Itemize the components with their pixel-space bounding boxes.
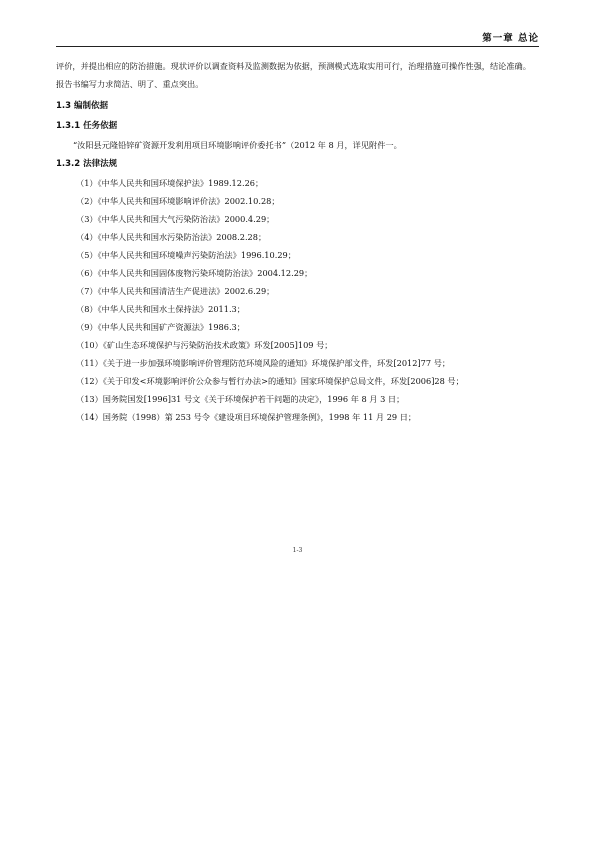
- law-item: （2）《中华人民共和国环境影响评价法》2002.10.28；: [76, 196, 280, 206]
- page-number: 1-3: [292, 547, 303, 554]
- law-item: （12）《关于印发<环境影响评价公众参与暂行办法>的通知》国家环境保护总局文件，环发[2006]28 号；: [76, 376, 464, 386]
- section-heading-1-3: 1.3 编制依据: [56, 101, 109, 111]
- intro-paragraph: 评价，并提出相应的防治措施。现状评价以调查资料及监测数据为依据，预测模式选取实用可行，治理措施可操作性强，结论准确。报告书编写力求简洁、明了、重点突出。: [56, 61, 531, 89]
- law-item: （4）《中华人民共和国水污染防治法》2008.2.28；: [76, 232, 267, 242]
- law-item: （7）《中华人民共和国清洁生产促进法》2002.6.29；: [76, 286, 275, 296]
- law-item: （11）《关于进一步加强环境影响评价管理防范环境风险的通知》环境保护部文件，环发[2012]77 号；: [76, 358, 451, 368]
- law-item: （14）国务院（1998）第 253 号令《建设项目环境保护管理条例》，1998 年 11 月 29 日；: [76, 412, 417, 422]
- law-item: （9）《中华人民共和国矿产资源法》1986.3；: [76, 322, 245, 332]
- page-header: [56, 30, 539, 47]
- law-item: （1）《中华人民共和国环境保护法》1989.12.26；: [76, 178, 264, 188]
- law-item: （13）国务院国发[1996]31 号文《关于环境保护若干问题的决定》，1996 年 8 月 3 日；: [76, 394, 405, 404]
- law-item: （6）《中华人民共和国固体废物污染环境防治法》2004.12.29；: [76, 268, 313, 278]
- document-body: [56, 57, 539, 426]
- law-item: （3）《中华人民共和国大气污染防治法》2000.4.29；: [76, 214, 275, 224]
- law-item: （5）《中华人民共和国环境噪声污染防治法》1996.10.29；: [76, 250, 296, 260]
- law-item: （10）《矿山生态环境保护与污染防治技术政策》环发[2005]109 号；: [76, 340, 333, 350]
- law-item: （8）《中华人民共和国水土保持法》2011.3；: [76, 304, 245, 314]
- chapter-title: 第一章 总论: [482, 33, 539, 44]
- section-heading-1-3-1: 1.3.1 任务依据: [56, 121, 118, 131]
- task-basis-paragraph: “汝阳县元隆铅锌矿资源开发利用项目环境影响评价委托书”（2012 年 8 月，详见附件一。: [73, 140, 402, 150]
- section-heading-1-3-2: 1.3.2 法律法规: [56, 159, 118, 169]
